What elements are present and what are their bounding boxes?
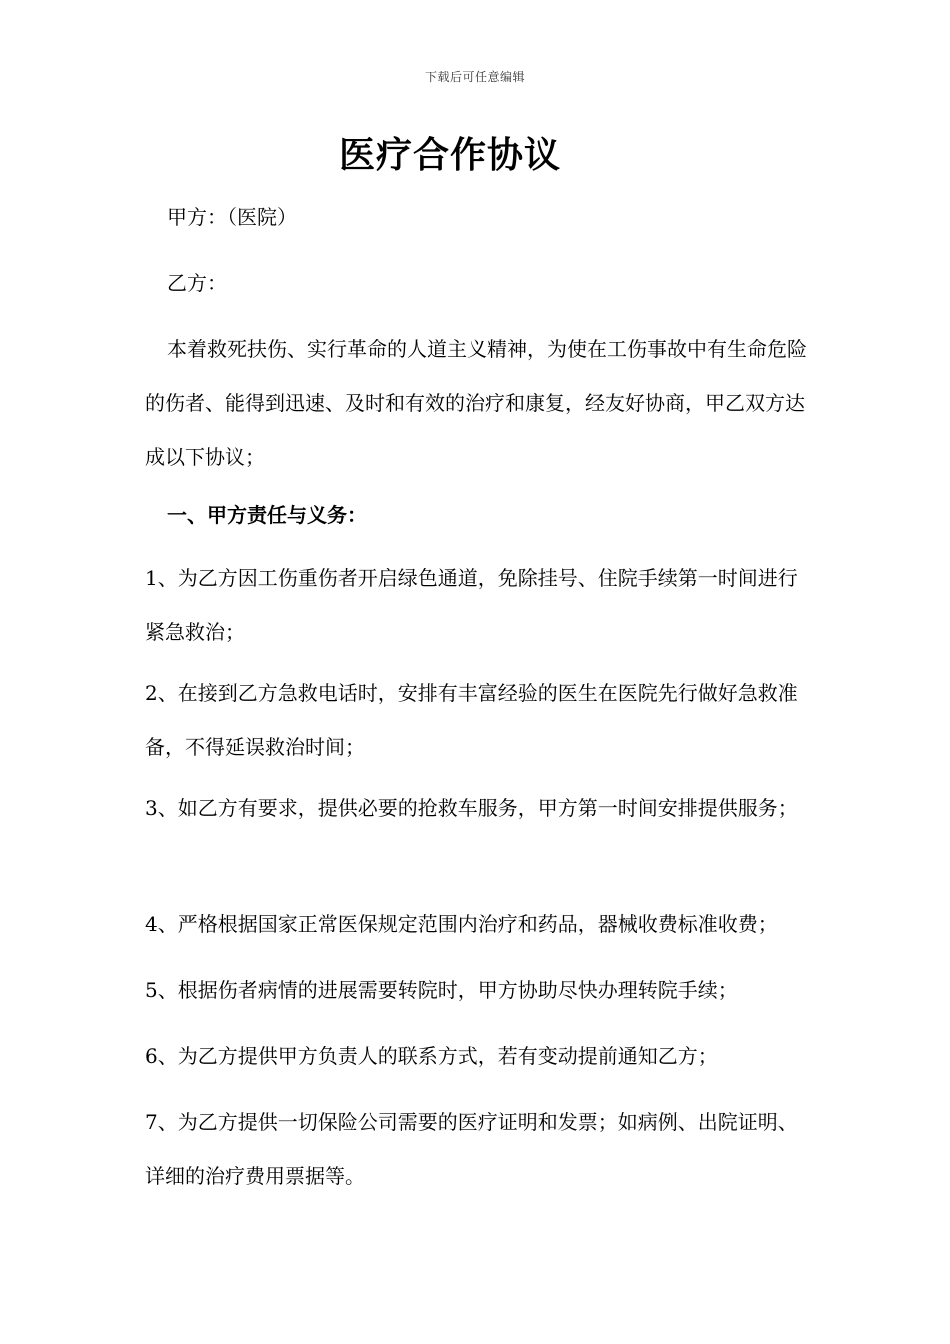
intro-paragraph: 本着救死扶伤、实行革命的人道主义精神，为使在工伤事故中有生命危险的伤者、能得到迅速、及时和有效的治疗和康复，经友好协商，甲乙双方达成以下协议；	[145, 337, 807, 469]
party-a-line: 甲方：（医院）	[167, 205, 297, 229]
section-heading: 一、甲方责任与义务：	[167, 503, 367, 527]
clause-item: 3、如乙方有要求，提供必要的抢救车服务，甲方第一时间安排提供服务；	[145, 796, 798, 820]
clause-item: 5、根据伤者病情的进展需要转院时，甲方协助尽快办理转院手续；	[145, 978, 738, 1002]
clause-item: 1、为乙方因工伤重伤者开启绿色通道，免除挂号、住院手续第一时间进行紧急救治；	[145, 566, 798, 644]
clause-item: 2、在接到乙方急救电话时，安排有丰富经验的医生在医院先行做好急救准备，不得延误救治时间；	[145, 681, 798, 759]
party-b-line: 乙方：	[167, 271, 227, 295]
clause-item: 4、严格根据国家正常医保规定范围内治疗和药品，器械收费标准收费；	[145, 912, 778, 936]
document-title: 医疗合作协议	[338, 134, 561, 176]
clause-item: 7、为乙方提供一切保险公司需要的医疗证明和发票；如病例、出院证明、详细的治疗费用票据等。	[145, 1110, 798, 1188]
header-note: 下载后可任意编辑	[424, 70, 525, 84]
clause-item: 6、为乙方提供甲方负责人的联系方式，若有变动提前通知乙方；	[145, 1044, 718, 1068]
